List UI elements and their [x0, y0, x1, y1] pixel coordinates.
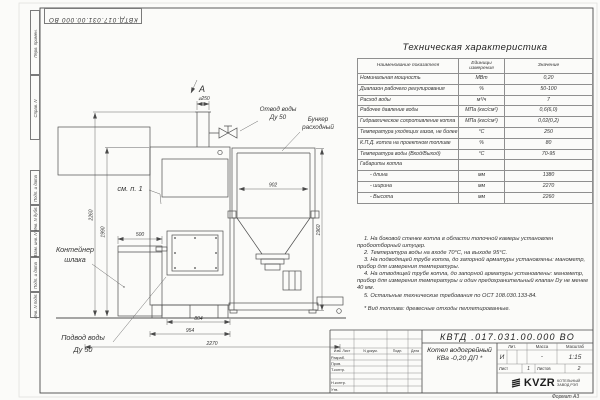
col-podp: Подп.	[392, 349, 403, 353]
dim-2270: 2270	[206, 341, 218, 347]
unit-cell: °С	[459, 127, 505, 138]
doc-number: КВТД .017.031.00.000 ВО	[439, 331, 576, 342]
company-name: KVZR	[523, 377, 556, 389]
stamp-podp-data-2	[30, 257, 40, 292]
view-a-arrow	[191, 80, 197, 93]
top-doc-number-stamp	[44, 8, 142, 24]
param-cell: К.П.Д. котла на проектном топливе	[358, 138, 459, 149]
value-cell	[505, 160, 593, 171]
param-cell: Диапазон рабочего регулирования	[358, 84, 459, 95]
stamp-podp-data-1	[30, 170, 40, 205]
note-item: 1. На боковой стенке котла в области топочной камеры установлен пробоотборный штуцер.	[357, 236, 554, 250]
dim-954: 954	[185, 328, 195, 334]
label-water-outlet-dn: Ду 50	[269, 114, 287, 121]
dimension-lines	[85, 80, 340, 350]
param-cell: Температура уходящих газов, не более	[358, 127, 459, 138]
company-subtitle	[557, 379, 580, 387]
col-header: Значение	[505, 59, 593, 74]
value-cell: 250	[505, 127, 593, 138]
tech-table-title: Техническая характеристика	[402, 42, 548, 53]
stamp-label: Справ. N	[33, 99, 38, 118]
table-row	[358, 192, 593, 203]
label-hopper-2: расходный	[302, 124, 334, 131]
label-slag-container: Контейнер	[55, 245, 95, 254]
dim-2260: 2260	[88, 209, 95, 221]
value-cell: 70-95	[505, 149, 593, 160]
company-subtitle-line2: ЗАВОД РЭП	[557, 383, 579, 387]
table-row	[358, 84, 593, 95]
label-see-note: см. п. 1	[117, 184, 143, 193]
stamp-label: Инв. N дубл.	[33, 206, 38, 232]
unit-cell: %	[459, 138, 505, 149]
sheets-label: Листов	[537, 366, 551, 371]
door-bolts	[174, 237, 217, 269]
outlet-valve	[209, 126, 237, 138]
table-row	[358, 127, 593, 138]
stamp-label: Инв. N подл.	[33, 293, 38, 319]
table-row	[358, 138, 593, 149]
unit-cell: мм	[459, 181, 505, 192]
unit-cell	[459, 160, 505, 171]
col-data: Дата	[411, 349, 419, 353]
unit-cell: мм	[459, 192, 505, 203]
stamp-perv-primen	[30, 10, 40, 75]
param-cell: - ширина	[358, 181, 459, 192]
table-row	[358, 160, 593, 171]
col-izm-list: Изм. Лист	[333, 349, 351, 353]
stamp-label: Перв. примен.	[33, 29, 38, 58]
upper-panel	[162, 159, 228, 197]
table-row	[358, 74, 593, 85]
unit-cell: мм	[459, 171, 505, 182]
dim-1990: 1990	[100, 226, 107, 238]
row-nkontr: Н.контр.	[331, 380, 346, 385]
mass-value: -	[541, 354, 543, 360]
stamp-label: Подп. и дата	[33, 262, 38, 289]
param-cell: Габариты котла	[358, 160, 459, 171]
param-cell: Гидравлическое сопротивление котла	[358, 117, 459, 128]
unit-cell: °С	[459, 149, 505, 160]
unit-cell: МПа (кгс/см²)	[459, 117, 505, 128]
label-water-outlet: Отвод воды	[259, 106, 297, 113]
label-water-inlet-dn: Ду 50	[73, 345, 93, 354]
note-item: 3. На подводящей трубе котла, до запорной арматуры установлены: манометр, прибор для измерения температуры.	[357, 257, 586, 271]
note-item: 4. На отводящей трубе котла, до запорной арматуры установлены: манометр, прибор для измерения температуры и один предохранительный клапан Dу не менее 40 мм.	[357, 271, 589, 292]
unit-cell: %	[459, 84, 505, 95]
view-a-label: А	[198, 84, 206, 94]
col-header: Единицы измерения	[459, 59, 505, 74]
lit-value: И	[499, 353, 505, 361]
company-subtitle-line1: КОТЕЛЬНЫЙ	[557, 378, 581, 383]
param-cell: Температура воды (Вход/Выход)	[358, 149, 459, 160]
value-cell: 2270	[505, 181, 593, 192]
dim-d250: ⌀250	[198, 96, 210, 102]
value-cell: 0,02(0,2)	[505, 117, 593, 128]
dim-804: 804	[194, 316, 203, 322]
slag-container	[118, 246, 162, 316]
unit-cell: МПа (кгс/см²)	[459, 106, 505, 117]
label-hopper: Бункер	[307, 116, 329, 123]
feeder-motor	[283, 271, 301, 290]
mass-header: Масса	[535, 344, 549, 349]
tech-table	[357, 58, 593, 204]
table-row	[358, 106, 593, 117]
label-water-inlet: Подвод воды	[61, 333, 105, 342]
dim-902: 902	[268, 182, 278, 189]
sheet-label: Лист	[499, 366, 509, 371]
chimney	[195, 112, 211, 147]
fuel-hopper	[228, 148, 343, 313]
format-label: Формат А3	[551, 393, 580, 400]
table-row	[358, 171, 593, 182]
stamp-inv-dubl	[30, 205, 40, 231]
table-header-row	[358, 59, 593, 74]
dim-500: 500	[135, 232, 145, 238]
col-n-dokum: N докум.	[363, 349, 378, 353]
stamp-inv-podl	[30, 292, 40, 318]
top-vent	[218, 150, 222, 154]
value-cell: 7	[505, 95, 593, 106]
table-row	[358, 95, 593, 106]
lit-header: Лит.	[508, 344, 516, 349]
kvzr-spring-icon	[510, 377, 522, 389]
stamp-vzam-inv	[30, 231, 40, 257]
leader-lines	[92, 121, 300, 342]
value-cell: 50-100	[505, 84, 593, 95]
table-row	[358, 181, 593, 192]
technical-notes	[357, 236, 593, 313]
dim-1960: 1960	[316, 224, 322, 236]
row-utv: Утв.	[331, 387, 339, 392]
stamp-label: Подп. и дата	[33, 175, 38, 202]
value-cell: 1380	[505, 171, 593, 182]
table-row	[358, 149, 593, 160]
value-cell: 80	[505, 138, 593, 149]
note-item: 5. Остальные технические требования по ОСТ 108.030.133-84.	[364, 292, 537, 299]
param-cell: - длина	[358, 171, 459, 182]
door-handle	[156, 247, 167, 251]
scale-value: 1:15	[568, 353, 582, 361]
param-cell: Рабочее давление воды	[358, 106, 459, 117]
table-row	[358, 117, 593, 128]
product-name-line2: КВа -0,20 ДП *	[436, 355, 483, 362]
param-cell: Номинальная мощность	[358, 74, 459, 85]
param-cell: Расход воды	[358, 95, 459, 106]
param-cell: - Высота	[358, 192, 459, 203]
product-name	[423, 347, 496, 369]
sheet-value: 1	[527, 365, 530, 372]
product-name-line1: Котел водогрейный	[427, 347, 492, 354]
row-tkontr: Т.контр.	[331, 367, 346, 372]
sheets-value: 2	[577, 365, 581, 372]
row-prov: Пров.	[331, 360, 342, 366]
scale-header: Масштаб	[566, 344, 584, 349]
boiler-drawing	[56, 112, 346, 318]
row-razrab: Разраб.	[331, 354, 346, 360]
value-cell: 0,20	[505, 74, 593, 85]
rear-block	[58, 127, 150, 175]
unit-cell: м³/ч	[459, 95, 505, 106]
value-cell: 2260	[505, 192, 593, 203]
top-doc-number: КВТД.017.031.00.000 ВО	[48, 16, 138, 23]
unit-cell: МВт	[459, 74, 505, 85]
note-item: 2. Температура воды на входе 70°С, на выходе 95°С.	[364, 250, 508, 257]
company-logo-block	[497, 373, 593, 393]
label-slag-container-2: шлака	[64, 255, 86, 264]
fuel-type-note: * Вид топлива: древесные отходы пеллетированные.	[364, 305, 511, 312]
col-header: Наименование показателя	[358, 59, 459, 74]
stamp-sprav-n	[30, 75, 40, 140]
stamp-label: Взам. инв. N	[33, 232, 38, 258]
value-cell: 0,6(6,0)	[505, 106, 593, 117]
